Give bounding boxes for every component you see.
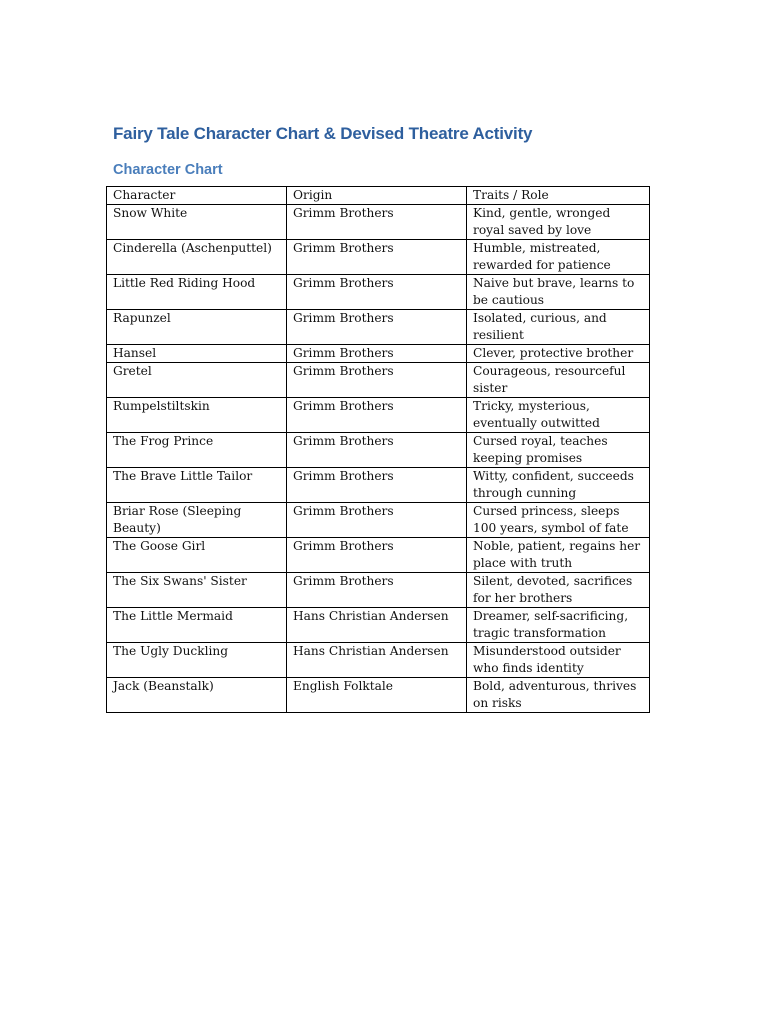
- header-origin: Origin: [287, 187, 467, 205]
- table-row: [107, 608, 650, 643]
- table-row: [107, 503, 650, 538]
- table-row: [107, 398, 650, 433]
- cell-origin: Hans Christian Andersen: [287, 608, 467, 643]
- cell-traits: Cursed royal, teaches keeping promises: [467, 433, 650, 468]
- cell-character: Hansel: [107, 345, 287, 363]
- cell-traits: Isolated, curious, and resilient: [467, 310, 650, 345]
- cell-character: Briar Rose (Sleeping Beauty): [107, 503, 287, 538]
- table-row: [107, 205, 650, 240]
- cell-origin: Grimm Brothers: [287, 205, 467, 240]
- header-traits: Traits / Role: [467, 187, 650, 205]
- table-row: [107, 678, 650, 713]
- cell-traits: Witty, confident, succeeds through cunning: [467, 468, 650, 503]
- header-character: Character: [107, 187, 287, 205]
- cell-origin: Grimm Brothers: [287, 345, 467, 363]
- cell-character: The Little Mermaid: [107, 608, 287, 643]
- cell-origin: Grimm Brothers: [287, 538, 467, 573]
- character-table: [106, 186, 650, 713]
- cell-origin: Grimm Brothers: [287, 503, 467, 538]
- cell-origin: Grimm Brothers: [287, 363, 467, 398]
- cell-origin: Grimm Brothers: [287, 310, 467, 345]
- cell-origin: Grimm Brothers: [287, 433, 467, 468]
- cell-origin: Grimm Brothers: [287, 240, 467, 275]
- cell-character: Rapunzel: [107, 310, 287, 345]
- cell-traits: Clever, protective brother: [467, 345, 650, 363]
- cell-origin: Hans Christian Andersen: [287, 643, 467, 678]
- cell-traits: Bold, adventurous, thrives on risks: [467, 678, 650, 713]
- cell-character: The Frog Prince: [107, 433, 287, 468]
- table-row: [107, 573, 650, 608]
- table-row: [107, 433, 650, 468]
- cell-character: Jack (Beanstalk): [107, 678, 287, 713]
- cell-character: Gretel: [107, 363, 287, 398]
- table-row: [107, 240, 650, 275]
- cell-character: Little Red Riding Hood: [107, 275, 287, 310]
- cell-traits: Humble, mistreated, rewarded for patience: [467, 240, 650, 275]
- cell-traits: Kind, gentle, wronged royal saved by love: [467, 205, 650, 240]
- cell-traits: Cursed princess, sleeps 100 years, symbol of fate: [467, 503, 650, 538]
- section-heading: Character Chart: [113, 162, 223, 178]
- cell-origin: Grimm Brothers: [287, 573, 467, 608]
- table-row: [107, 345, 650, 363]
- document-title: Fairy Tale Character Chart & Devised Theatre Activity: [113, 124, 533, 143]
- cell-origin: Grimm Brothers: [287, 468, 467, 503]
- table-row: [107, 363, 650, 398]
- cell-traits: Tricky, mysterious, eventually outwitted: [467, 398, 650, 433]
- cell-character: The Six Swans' Sister: [107, 573, 287, 608]
- cell-origin: Grimm Brothers: [287, 275, 467, 310]
- cell-origin: English Folktale: [287, 678, 467, 713]
- cell-character: The Ugly Duckling: [107, 643, 287, 678]
- cell-traits: Naive but brave, learns to be cautious: [467, 275, 650, 310]
- cell-traits: Courageous, resourceful sister: [467, 363, 650, 398]
- table-row: [107, 310, 650, 345]
- table-row: [107, 275, 650, 310]
- cell-traits: Noble, patient, regains her place with truth: [467, 538, 650, 573]
- cell-traits: Silent, devoted, sacrifices for her brothers: [467, 573, 650, 608]
- cell-traits: Dreamer, self-sacrificing, tragic transformation: [467, 608, 650, 643]
- cell-traits: Misunderstood outsider who finds identity: [467, 643, 650, 678]
- cell-character: The Brave Little Tailor: [107, 468, 287, 503]
- table-header-row: [107, 187, 650, 205]
- table-row: [107, 468, 650, 503]
- cell-origin: Grimm Brothers: [287, 398, 467, 433]
- cell-character: Rumpelstiltskin: [107, 398, 287, 433]
- cell-character: Cinderella (Aschenputtel): [107, 240, 287, 275]
- table-row: [107, 538, 650, 573]
- cell-character: The Goose Girl: [107, 538, 287, 573]
- table-row: [107, 643, 650, 678]
- cell-character: Snow White: [107, 205, 287, 240]
